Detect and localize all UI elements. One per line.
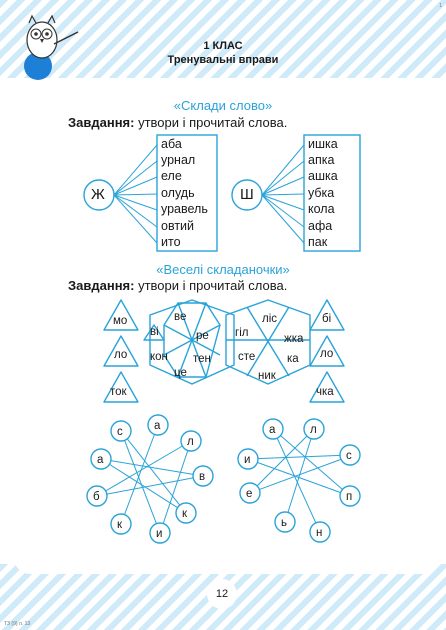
- word-right: убка: [308, 186, 335, 200]
- word-right: пак: [308, 235, 328, 249]
- tri-text: бі: [322, 313, 332, 325]
- hex-text: сте: [238, 351, 256, 363]
- word-left: олудь: [161, 186, 195, 200]
- circle-letter: с: [346, 450, 352, 462]
- circle-letter: в: [199, 471, 206, 483]
- hex-text: тен: [193, 353, 211, 365]
- letter-zh: Ж: [91, 186, 105, 203]
- tri-text: мо: [113, 315, 128, 327]
- circle-letter: к: [182, 508, 188, 520]
- print-mark: ТЗ (9) л. 13: [4, 621, 31, 627]
- word-left: овтий: [161, 219, 195, 233]
- letter-sh: Ш: [240, 186, 254, 203]
- circle-letter: ь: [281, 517, 287, 529]
- word-right: апка: [308, 153, 335, 167]
- word-left: аба: [161, 137, 182, 151]
- tri-text: чка: [316, 386, 334, 398]
- word-left: урнал: [161, 153, 196, 167]
- section2-subtitle: «Веселі складаночки»: [156, 262, 290, 277]
- word-right: кола: [308, 202, 335, 216]
- hex-text: ліс: [262, 313, 278, 325]
- hex-text: гіл: [235, 327, 249, 339]
- header-subtitle: Тренувальні вправи: [167, 54, 279, 66]
- task-text: утвори і прочитай слова.: [134, 115, 288, 130]
- circle-letter: е: [246, 488, 253, 500]
- hex-text: ник: [258, 370, 276, 382]
- word-right: ашка: [308, 169, 338, 183]
- circle-letter: а: [97, 454, 104, 466]
- tri-text: ток: [110, 386, 127, 398]
- hex-text: кон: [150, 351, 168, 363]
- task-label: Завдання:: [68, 115, 135, 130]
- task-text: утвори і прочитай слова.: [134, 278, 288, 293]
- word-right: ишка: [308, 137, 338, 151]
- word-left: еле: [161, 169, 182, 183]
- circle-letter: к: [117, 519, 123, 531]
- circle-letter: а: [154, 420, 161, 432]
- word-left: ито: [161, 235, 181, 249]
- circle-letter: н: [316, 527, 323, 539]
- corner-mark: 1: [439, 3, 442, 9]
- hex-text: ка: [287, 353, 299, 365]
- word-left: уравель: [161, 202, 208, 216]
- hex-text: жка: [284, 333, 304, 345]
- hex-text: ве: [174, 311, 187, 323]
- circle-letter: с: [117, 426, 123, 438]
- circle-letter: а: [269, 424, 276, 436]
- tri-text: ло: [114, 349, 128, 361]
- hex-text: ре: [196, 330, 209, 342]
- hex-text: це: [174, 367, 187, 379]
- section1-subtitle: «Склади слово»: [173, 98, 273, 113]
- circle-letter: б: [93, 491, 100, 503]
- hex-text: ві: [150, 326, 159, 338]
- page-number: 12: [207, 579, 237, 609]
- header-class: 1 КЛАС: [203, 40, 243, 52]
- circle-letter: п: [346, 491, 353, 503]
- circle-letter: и: [156, 528, 163, 540]
- tri-text: ло: [320, 348, 334, 360]
- word-right: афа: [308, 219, 333, 233]
- task-label: Завдання:: [68, 278, 135, 293]
- circle-letter: л: [310, 424, 317, 436]
- circle-letter: л: [187, 436, 194, 448]
- circle-letter: и: [244, 454, 251, 466]
